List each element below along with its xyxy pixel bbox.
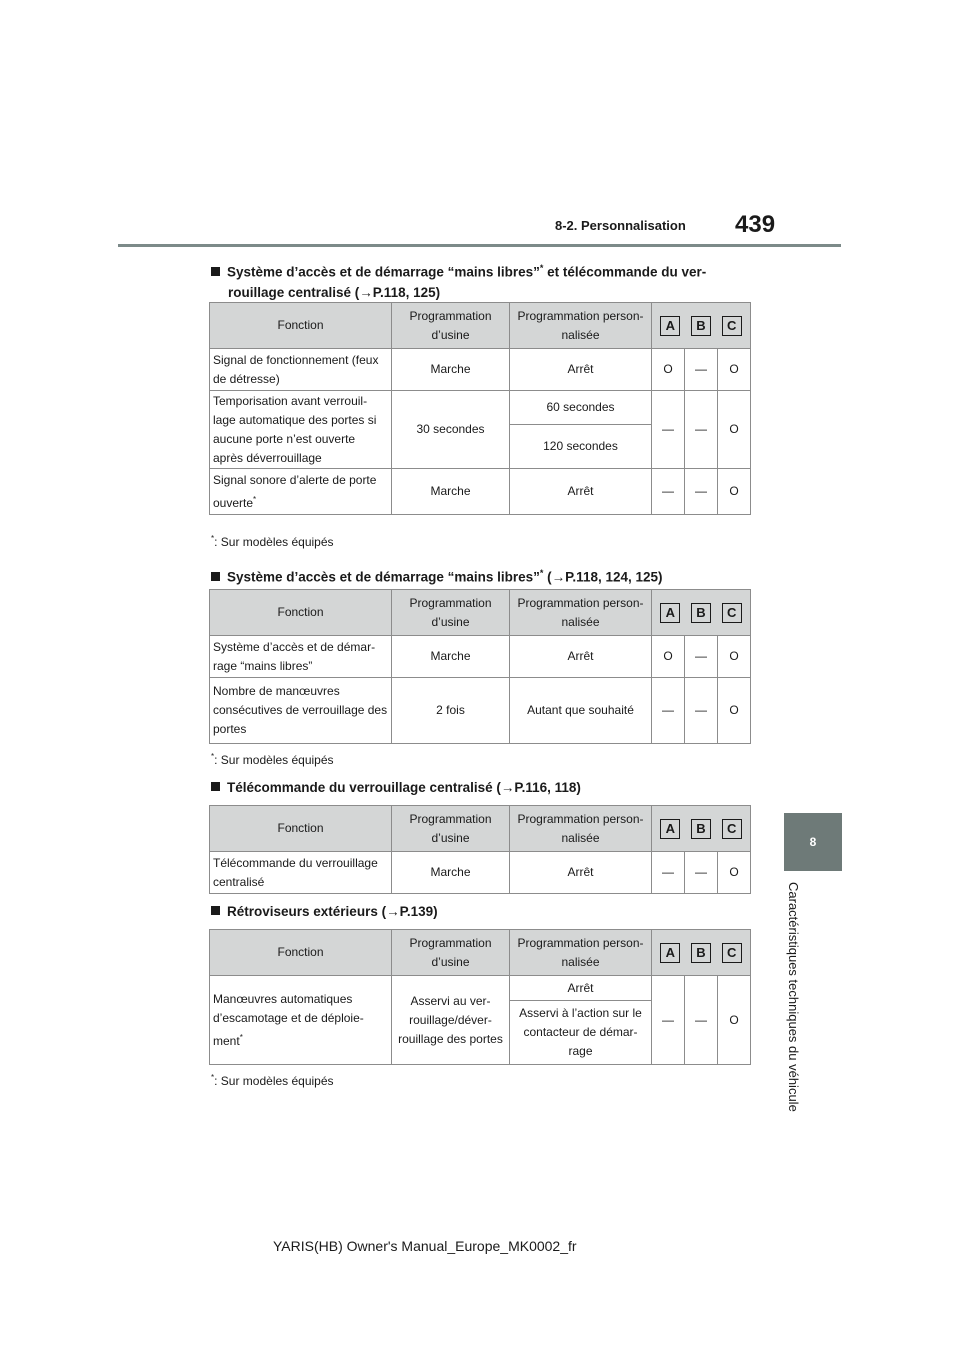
- table-4: [209, 929, 751, 1065]
- table-1: [209, 302, 751, 515]
- section-title-2: Système d’accès et de démarrage “mains libres”* (→P.118, 124, 125): [211, 563, 663, 588]
- table-3: [209, 805, 751, 894]
- table-row: Signal de fonctionnement (feux de détresse) Marche Arrêt O — O: [210, 349, 751, 391]
- table-header-row: Fonction Programmation d’usine Programmation person- nalisée A B C: [210, 590, 751, 636]
- bullet-square-icon: [211, 782, 220, 791]
- col-factory: Programmation d’usine: [392, 303, 510, 349]
- footer-manual-id: YARIS(HB) Owner's Manual_Europe_MK0002_fr: [273, 1238, 577, 1254]
- chapter-tab: [784, 813, 842, 871]
- col-function: Fonction: [210, 303, 392, 349]
- footnote: *: Sur modèles équipés: [211, 752, 334, 767]
- chapter-number: 8: [809, 835, 817, 849]
- section-header: 8-2. Personnalisation: [555, 218, 686, 233]
- footnote: *: Sur modèles équipés: [211, 534, 334, 549]
- table-header-row: Fonction Programmation d’usine Programmation person- nalisée A B C: [210, 930, 751, 976]
- table-row: Asservi à l’action sur le contacteur de démar- rage: [210, 1001, 751, 1065]
- table-row: Temporisation avant verrouil- lage automatique des portes si aucune porte n’est ouverte après déverrouillage 30 secondes 60 secondes — — O: [210, 391, 751, 425]
- table-row: Nombre de manœuvres consécutives de verrouillage des portes 2 fois Autant que souhaité — — O: [210, 678, 751, 744]
- table-row: Télécommande du verrouillage centralisé Marche Arrêt — — O: [210, 852, 751, 894]
- bullet-square-icon: [211, 572, 220, 581]
- page-number: 439: [735, 211, 776, 238]
- footnote: *: Sur modèles équipés: [211, 1073, 334, 1088]
- table-header-row: Fonction Programmation d’usine Programmation person- nalisée A B C: [210, 806, 751, 852]
- col-custom: Programmation person- nalisée: [510, 303, 652, 349]
- table-2: [209, 589, 751, 744]
- table-row: Système d’accès et de démar- rage “mains libres” Marche Arrêt O — O: [210, 636, 751, 678]
- section-title-3: Télécommande du verrouillage centralisé (→P.116, 118): [211, 778, 581, 798]
- bullet-square-icon: [211, 267, 220, 276]
- section-title-4: Rétroviseurs extérieurs (→P.139): [211, 902, 438, 922]
- col-abc: A B C: [652, 303, 751, 349]
- table-row: Signal sonore d’alerte de porte ouverte* Marche Arrêt — — O: [210, 469, 751, 515]
- table-header-row: [210, 303, 751, 349]
- section-title-1: Système d’accès et de démarrage “mains libres”* et télécommande du ver- rouillage centralisé (→P.118, 125): [211, 258, 706, 303]
- header-rule: [118, 244, 841, 247]
- chapter-label: Caractéristiques techniques du véhicule: [786, 882, 801, 1112]
- table-row: Manœuvres automatiques d’escamotage et de déploie- ment* Asservi au ver- rouillage/déver- rouillage des portes Arrêt — — O: [210, 976, 751, 1001]
- table-row: 120 secondes: [210, 425, 751, 469]
- bullet-square-icon: [211, 906, 220, 915]
